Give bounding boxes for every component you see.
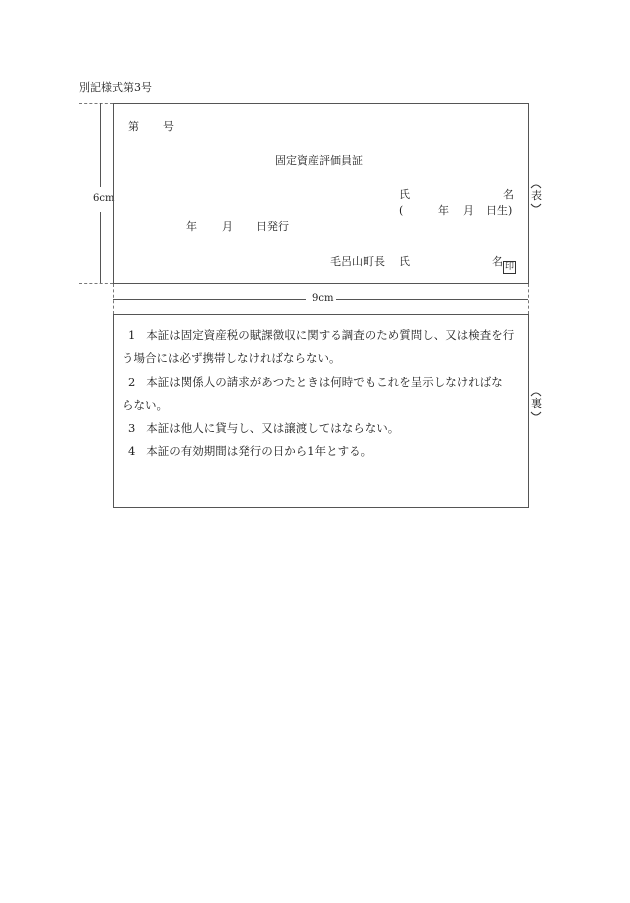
- number-suffix: 号: [163, 120, 174, 133]
- notice-1: [128, 328, 514, 342]
- notice-2: [128, 375, 503, 389]
- notice-number: 1: [128, 328, 136, 342]
- back-side-label: 裏: [531, 397, 542, 410]
- seal-box: [503, 254, 516, 274]
- width-dimension-line-right: [336, 299, 528, 300]
- notice-3: [128, 421, 399, 435]
- width-dimension-line-left: [113, 299, 306, 300]
- notice-4: [128, 444, 372, 458]
- width-dimension-dash-right: [528, 284, 529, 314]
- notice-number: 2: [128, 375, 136, 389]
- notice-text: 本証の有効期間は発行の日から1年とする。: [146, 444, 373, 458]
- front-side-label: 表: [531, 189, 542, 202]
- notice-2-continued: らない。: [122, 398, 168, 412]
- height-dimension-line-upper: [100, 103, 101, 187]
- birth-day: 日生): [486, 204, 513, 217]
- form-label: 別記様式第3号: [79, 81, 152, 94]
- issuer-name-label-1: 氏: [399, 255, 410, 268]
- dimension-dashed-bottom: [79, 283, 113, 284]
- birth-month: 月: [463, 204, 474, 217]
- birth-open-paren: (: [399, 204, 404, 217]
- height-dimension-label: 6cm: [93, 193, 115, 204]
- notice-number: 4: [128, 444, 136, 458]
- number-prefix: 第: [128, 120, 139, 133]
- issuer-title: 毛呂山町長: [330, 255, 385, 268]
- holder-name-label-2: 名: [503, 188, 514, 201]
- notice-text: 本証は固定資産税の賦課徴収に関する調査のため質問し、又は検査を行: [146, 328, 515, 342]
- height-dimension-line-lower: [100, 212, 101, 283]
- notice-1-continued: う場合には必ず携帯しなければならない。: [122, 351, 341, 365]
- card-title: 固定資産評価員証: [275, 154, 363, 167]
- front-card: [113, 103, 529, 284]
- notice-text: 本証は関係人の請求があつたときは何時でもこれを呈示しなければな: [146, 375, 503, 389]
- issue-year: 年: [186, 220, 197, 233]
- issue-day: 日発行: [256, 220, 289, 233]
- notice-number: 3: [128, 421, 136, 435]
- seal-text: 印: [504, 262, 514, 272]
- notice-text: 本証は他人に貸与し、又は譲渡してはならない。: [146, 421, 400, 435]
- dimension-dashed-top: [79, 103, 113, 104]
- issuer-name-label-2: 名: [492, 255, 503, 268]
- width-dimension-label: 9cm: [312, 293, 334, 304]
- birth-year: 年: [438, 204, 449, 217]
- issue-month: 月: [222, 220, 233, 233]
- holder-name-label-1: 氏: [399, 188, 410, 201]
- back-card: [113, 314, 529, 508]
